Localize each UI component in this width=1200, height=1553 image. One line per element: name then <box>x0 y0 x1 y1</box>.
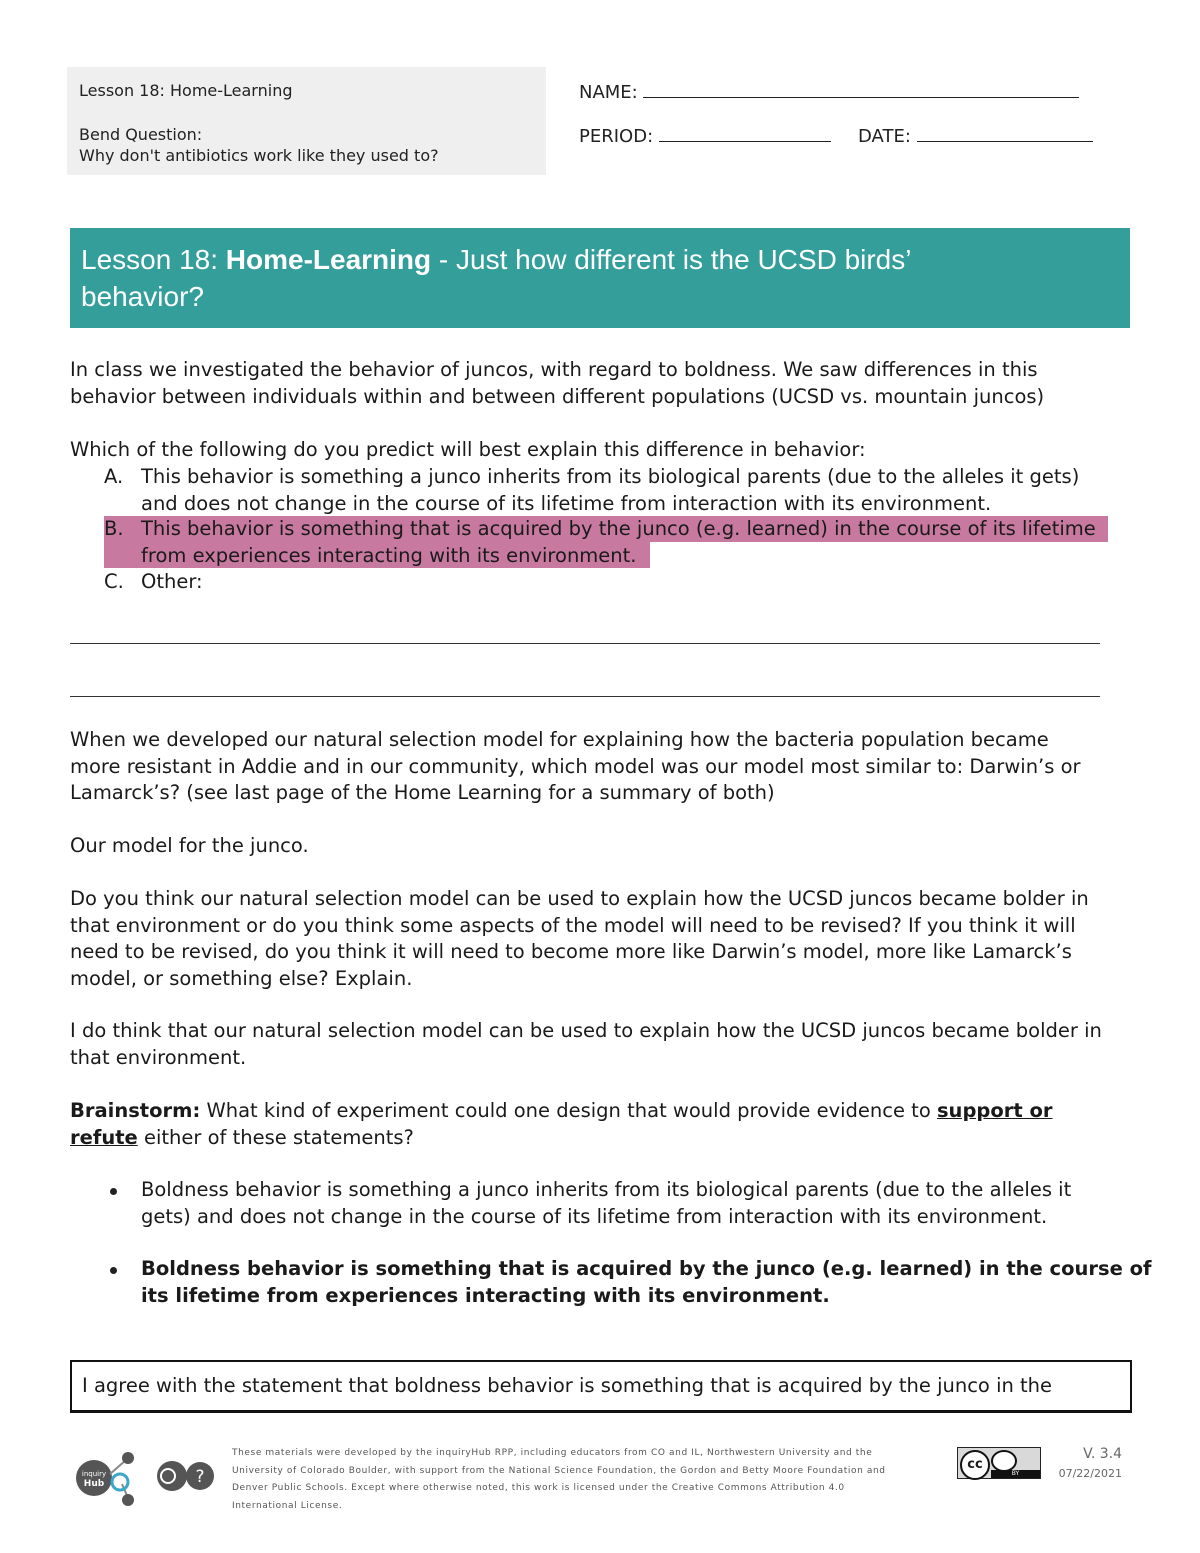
name-label: NAME: <box>579 82 638 103</box>
name-line[interactable] <box>643 83 1079 98</box>
inquiryhub-logo <box>70 1446 220 1506</box>
answer-line-2[interactable] <box>70 696 1100 697</box>
bullet-dot-2 <box>110 1267 117 1274</box>
option-a <box>141 464 1079 517</box>
credits-line-2: University of Colorado Boulder, with support from the National Science Foundation, the Gordon and Betty Moore Foundation and <box>232 1465 886 1476</box>
intro-line-2: behavior between individuals within and between different populations (UCSD vs. mountain juncos) <box>70 384 1045 408</box>
name-field[interactable] <box>579 82 1079 103</box>
brainstorm-emphasis-2: refute <box>70 1125 138 1149</box>
lesson-title-banner <box>70 228 1130 328</box>
intro-paragraph <box>70 357 1140 410</box>
bullet-1-line-1: Boldness behavior is something a junco inherits from its biological parents (due to the alleles it <box>141 1178 1072 1201</box>
lesson-label: Lesson 18: Home-Learning <box>79 81 293 100</box>
question-2-answer: Our model for the junco. <box>70 834 309 857</box>
question-2-line-3: Lamarck’s? (see last page of the Home Learning for a summary of both) <box>70 781 775 804</box>
brainstorm-label: Brainstorm: <box>70 1099 201 1122</box>
date-line[interactable] <box>917 127 1093 142</box>
option-b-line-1: This behavior is something that is acquired by the junco (e.g. learned) in the course of its lifetime <box>141 517 1096 540</box>
question-2 <box>70 727 1140 807</box>
brainstorm-text-1: What kind of experiment could one design that would provide evidence to <box>200 1099 937 1122</box>
date-field[interactable] <box>858 126 1093 147</box>
option-a-line-1: This behavior is something a junco inherits from its biological parents (due to the alleles it gets) <box>141 465 1080 488</box>
question-3-line-4: model, or something else? Explain. <box>70 966 413 990</box>
question-3-line-1: Do you think our natural selection model can be used to explain how the UCSD juncos became bolder in <box>70 887 1089 910</box>
credits-line-1: These materials were developed by the inquiryHub RPP, including educators from CO and IL, Northwestern University and the <box>232 1448 873 1458</box>
answer-line-1[interactable] <box>70 643 1100 644</box>
bullet-1-line-2: gets) and does not change in the course of its lifetime from interaction with its environment. <box>141 1204 1048 1228</box>
period-label: PERIOD: <box>579 126 654 147</box>
cc-by-label: BY <box>991 1470 1040 1478</box>
footer-credits <box>232 1445 952 1515</box>
question-2-line-2: more resistant in Addie and in our community, which model was our model most similar to: Darwin’s or <box>70 754 1081 778</box>
date-label: DATE: <box>858 126 911 147</box>
question-3-answer-line-2: that environment. <box>70 1045 247 1069</box>
bullet-item-1 <box>141 1177 1071 1230</box>
question-3-line-2: that environment or do you think some aspects of the model will need to be revised? If you think it will <box>70 913 1076 937</box>
option-c-letter: C. <box>104 570 124 593</box>
period-line[interactable] <box>659 127 831 142</box>
question-2-line-1: When we developed our natural selection model for explaining how the bacteria population became <box>70 728 1049 751</box>
bullet-item-2 <box>141 1256 1152 1309</box>
svg-text:Hub: Hub <box>83 1479 105 1489</box>
period-field[interactable] <box>579 126 831 147</box>
svg-text:inquiry: inquiry <box>81 1470 107 1478</box>
brainstorm-emphasis-1: support or <box>936 1099 1053 1122</box>
credits-line-3: Denver Public Schools. Except where otherwise noted, this work is licensed under the Creative Commons Attribution 4.0 <box>232 1483 845 1493</box>
brainstorm-answer-box[interactable] <box>70 1360 1132 1413</box>
version-label: V. 3.4 <box>1083 1446 1122 1462</box>
title-line2: behavior? <box>81 281 204 312</box>
title-suffix: - Just how different is the UCSD birds’ <box>431 244 912 275</box>
brainstorm-prompt <box>70 1098 1140 1151</box>
version-date: 07/22/2021 <box>1058 1467 1122 1480</box>
option-b-selected <box>141 516 1096 569</box>
option-a-letter: A. <box>104 465 124 488</box>
option-c: Other: <box>141 570 203 593</box>
credits-line-4: International License. <box>232 1500 343 1511</box>
lesson-info-box <box>67 67 546 175</box>
question-3-answer-line-1: I do think that our natural selection model can be used to explain how the UCSD juncos became bolder in <box>70 1019 1102 1042</box>
cc-icon: cc <box>960 1450 990 1480</box>
question-3 <box>70 886 1140 992</box>
lesson-title <box>81 241 1110 315</box>
attribution-person-icon <box>991 1450 1017 1472</box>
bend-question: Why don't antibiotics work like they used to? <box>79 146 439 165</box>
bend-label: Bend Question: <box>79 125 203 144</box>
title-bold: Home-Learning <box>225 244 432 275</box>
intro-line-1: In class we investigated the behavior of juncos, with regard to boldness. We saw differences in this <box>70 358 1038 381</box>
brainstorm-text-2: either of these statements? <box>137 1125 414 1149</box>
option-b-letter: B. <box>104 517 124 540</box>
cc-license-badge[interactable] <box>957 1447 1041 1479</box>
option-b-line-2: from experiences interacting with its environment. <box>141 543 637 567</box>
question-3-line-3: need to be revised, do you think it will need to become more like Darwin’s model, more like Lamarck’s <box>70 940 1072 963</box>
brainstorm-answer: I agree with the statement that boldness behavior is something that is acquired by the junco in the <box>82 1374 1053 1397</box>
question-3-answer <box>70 1018 1140 1071</box>
option-a-line-2: and does not change in the course of its lifetime from interaction with its environment. <box>141 491 992 515</box>
bullet-2-line-2: its lifetime from experiences interacting with its environment. <box>141 1283 830 1307</box>
bullet-2-line-1: Boldness behavior is something that is acquired by the junco (e.g. learned) in the course of <box>141 1257 1152 1280</box>
logo-graphic <box>70 1446 220 1506</box>
bullet-dot-1 <box>110 1188 117 1195</box>
question-1-prompt: Which of the following do you predict will best explain this difference in behavior: <box>70 438 866 461</box>
title-prefix: Lesson 18: <box>81 244 226 275</box>
svg-text:?: ? <box>195 1467 205 1487</box>
